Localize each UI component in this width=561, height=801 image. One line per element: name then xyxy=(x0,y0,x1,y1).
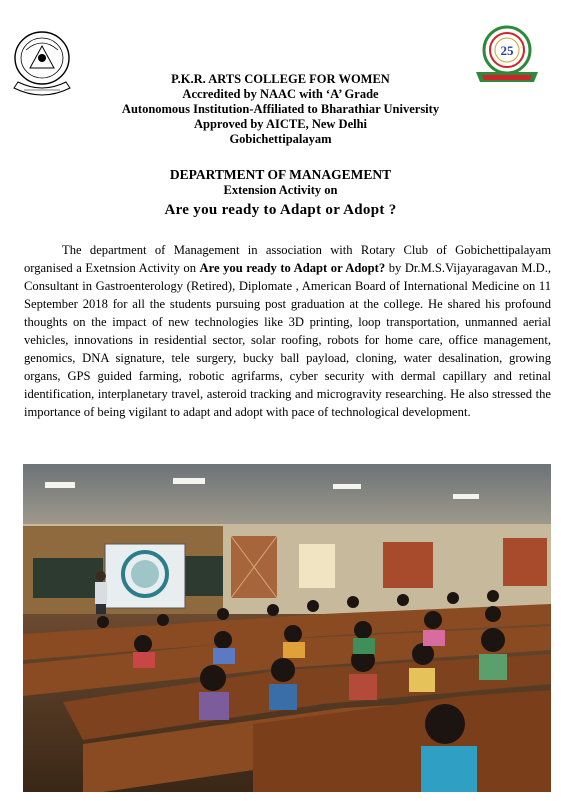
accreditation-line: Accredited by NAAC with ‘A’ Grade xyxy=(182,87,379,101)
department-name: DEPARTMENT OF MANAGEMENT xyxy=(169,167,392,182)
approval-line: Approved by AICTE, New Delhi xyxy=(193,117,368,131)
report-part2: by Dr.M.S.Vijayaragavan M.D., Consultant in Gastroenterology (Retired), Diplomate , American Board of International Medicine on 11 September 2018 for all the students pursuing post graduation at the college. He shared his profound thoughts on the impact of new technologies like 3D printing, loop transportation, unmanned aerial vehicles, innovations in residential sector, solar roofing, robots for home care, office management, genomics, DNA signature, tele surgery, bucky ball payload, cloning, water desalination, growing organs, GPS guided farming, robotic agrifarms, cyber security with dermal capillary and retinal identification, interplanetary travel, asteroid tracking and microgravity researching. He also stressed the importance of being vigilant to adapt and adopt with pace of technological development. xyxy=(24,261,552,419)
activity-topic: Are you ready to Adapt or Adopt ? xyxy=(164,202,397,218)
location-line: Gobichettipalayam xyxy=(229,132,332,146)
activity-title-block xyxy=(80,167,481,220)
report-topic-bold: Are you ready to Adapt or Adopt? xyxy=(199,261,386,275)
college-name: P.K.R. ARTS COLLEGE FOR WOMEN xyxy=(171,72,390,86)
event-photo xyxy=(23,464,551,792)
activity-label: Extension Activity on xyxy=(223,183,338,197)
affiliation-line: Autonomous Institution-Affiliated to Bharathiar University xyxy=(121,102,440,116)
svg-text:25: 25 xyxy=(500,43,514,58)
report-paragraph xyxy=(24,241,551,421)
college-header xyxy=(100,72,461,147)
college-seal-logo xyxy=(8,28,76,100)
report-part1: The department of Management in association with Rotary Club of Gobichettipalayam organised a Exetnsion Activity on xyxy=(24,243,551,275)
silver-jubilee-logo xyxy=(470,24,544,86)
